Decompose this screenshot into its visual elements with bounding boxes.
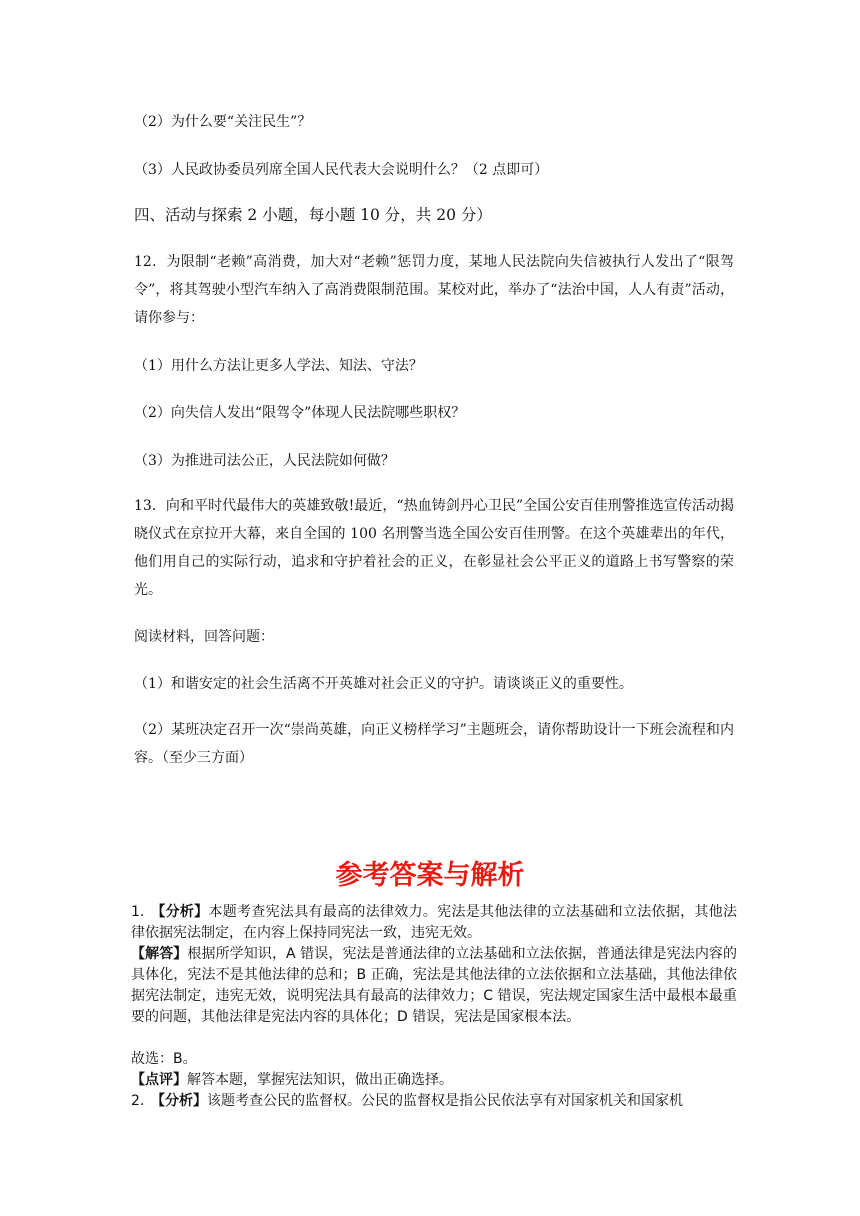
answer-2-analysis bbox=[131, 1091, 737, 1112]
q11-sub3: （3）人民政协委员列席全国人民代表大会说明什么？（2 点即可） bbox=[134, 162, 549, 178]
q13-sub2: （2）某班决定召开一次“崇尚英雄，向正义榜样学习”主题班会，请你帮助设计一下班会流程和内容。（至少三方面） bbox=[134, 722, 734, 766]
q11-sub2: （2）为什么要“关注民生”？ bbox=[134, 114, 312, 130]
answer-1-solution bbox=[131, 944, 737, 1028]
analysis-tag: 【分析】 bbox=[151, 904, 209, 920]
answer-number: 1. bbox=[131, 904, 145, 920]
comment-text: 解答本题，掌握宪法知识，做出正确选择。 bbox=[187, 1072, 453, 1088]
analysis-tag: 【分析】 bbox=[151, 1093, 207, 1109]
q12-sub3: （3）为推进司法公正，人民法院如何做？ bbox=[134, 453, 395, 469]
comment-tag: 【点评】 bbox=[131, 1072, 187, 1088]
q13-sub1: （1）和谐安定的社会生活离不开英雄对社会正义的守护。请谈谈正义的重要性。 bbox=[134, 676, 633, 692]
q13-stem: 13．向和平时代最伟大的英雄致敬!最近，“热血铸剑丹心卫民”全国公安百佳刑警推选宣传活动揭晓仪式在京拉开大幕，来自全国的 100 名刑警当选全国公安百佳刑警。在这个英雄辈出的年代，他们用自己的实际行动，追求和守护着社会的正义，在彰显社会公平正义的道路上书写警察的荣光。 bbox=[134, 498, 734, 598]
section-heading: 四、活动与探索 2 小题，每小题 10 分，共 20 分） bbox=[134, 206, 492, 224]
q13-instruction: 阅读材料，回答问题： bbox=[134, 629, 274, 645]
solution-text: 根据所学知识，A 错误，宪法是普通法律的立法基础和立法依据，普通法律是宪法内容的具体化，宪法不是其他法律的总和；B 正确，宪法是其他法律的立法依据和立法基础，其他法律依据宪法制定，违宪无效，说明宪法具有最高的法律效力；C 错误，宪法规定国家生活中最根本最重要的问题，其他法律是宪法内容的具体化；D 错误，宪法是国家根本法。 bbox=[131, 946, 738, 1025]
answer-1-analysis bbox=[131, 902, 737, 944]
analysis-text: 该题考查公民的监督权。公民的监督权是指公民依法享有对国家机关和国家机 bbox=[207, 1093, 683, 1109]
answer-number: 2. bbox=[131, 1093, 145, 1109]
solution-tag: 【解答】 bbox=[131, 946, 188, 962]
answer-title: 参考答案与解析 bbox=[335, 860, 525, 891]
analysis-text: 本题考查宪法具有最高的法律效力。宪法是其他法律的立法基础和立法依据，其他法律依据宪法制定，在内容上保持同宪法一致，违宪无效。 bbox=[131, 904, 738, 941]
q12-sub2: （2）向失信人发出“限驾令”体现人民法院哪些职权？ bbox=[134, 405, 466, 421]
answer-1-choice: 故选：B。 bbox=[131, 1051, 197, 1067]
q12-stem: 12．为限制“老赖”高消费，加大对“老赖”惩罚力度，某地人民法院向失信被执行人发出了“限驾令”，将其驾驶小型汽车纳入了高消费限制范围。某校对此，举办了“法治中国，人人有责”活动，请你参与： bbox=[134, 254, 734, 326]
answer-1-comment bbox=[131, 1070, 737, 1091]
q12-sub1: （1）用什么方法让更多人学法、知法、守法？ bbox=[134, 358, 423, 374]
